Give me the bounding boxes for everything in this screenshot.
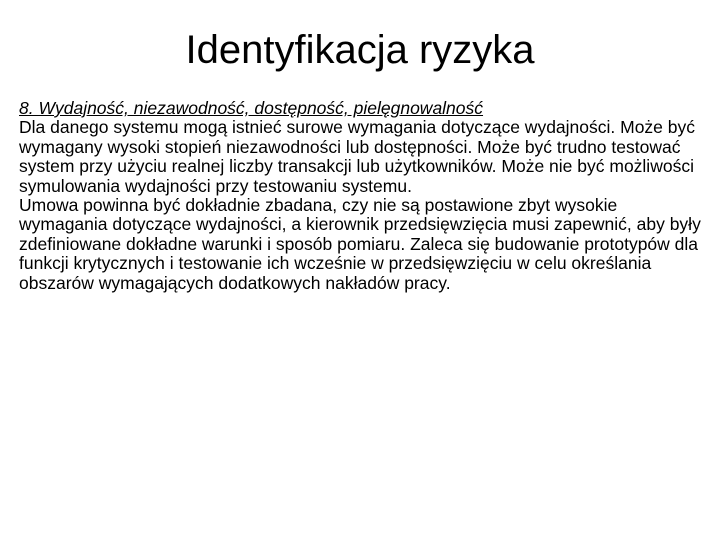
body-paragraph-1: Dla danego systemu mogą istnieć surowe wymagania dotyczące wydajności. Może być wymagany wysoki stopień niezawodności lub dostępności. Może być trudno testować system przy użyciu realnej liczby transakcji lub użytkowników. Może nie być możliwości symulowania wydajności przy testowaniu systemu. <box>19 117 696 196</box>
slide-body <box>19 99 709 293</box>
slide-title: Identyfikacja ryzyka <box>185 28 535 72</box>
body-paragraph-2: Umowa powinna być dokładnie zbadana, czy nie są postawione zbyt wysokie wymagania dotyczące wydajności, a kierownik przedsięwzięcia musi zapewnić, aby były zdefiniowane dokładne warunki i sposób pomiaru. Zaleca się budowanie prototypów dla funkcji krytycznych i testowanie ich wcześnie w przedsięwzięciu w celu określania obszarów wymagających dodatkowych nakładów pracy. <box>19 195 701 293</box>
section-heading: 8. Wydajność, niezawodność, dostępność, pielęgnowalność <box>19 98 484 118</box>
